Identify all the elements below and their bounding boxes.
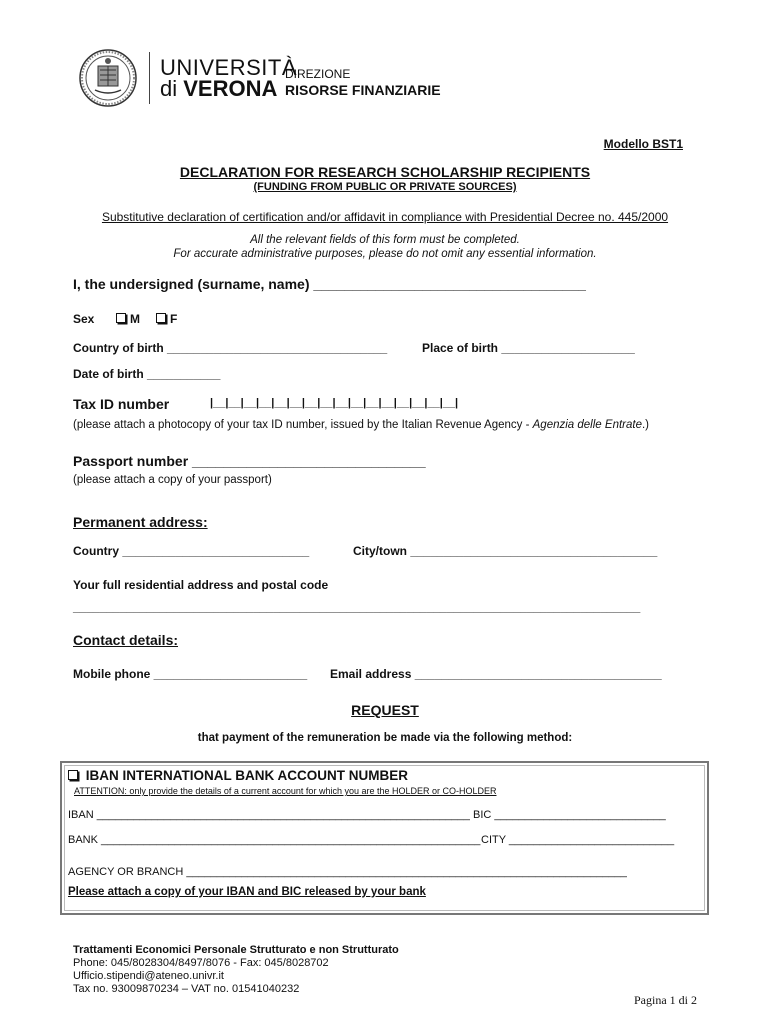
footer-phone: Phone: 045/8028304/8497/8076 - Fax: 045/8028702 — [73, 957, 329, 969]
agency-field[interactable]: AGENCY OR BRANCH ________________________________________________________________________ — [68, 866, 627, 878]
instruction-2: For accurate administrative purposes, please do not omit any essential information. — [173, 248, 597, 260]
university-name-line2: di VERONA — [160, 76, 278, 101]
iban-option[interactable]: IBAN INTERNATIONAL BANK ACCOUNT NUMBER — [68, 768, 408, 783]
header-divider — [149, 52, 150, 104]
sex-label: Sex — [73, 312, 95, 326]
bank-field[interactable]: BANK ______________________________________________________________ — [68, 834, 481, 846]
passport-note: (please attach a copy of your passport) — [73, 474, 272, 486]
request-heading: REQUEST — [351, 702, 419, 718]
direzione-label: DIREZIONE — [285, 67, 351, 81]
checkbox-icon[interactable] — [68, 770, 78, 780]
full-address-label: Your full residential address and postal code — [73, 578, 329, 592]
form-title: DECLARATION FOR RESEARCH SCHOLARSHIP RECIPIENTS — [179, 164, 591, 180]
form-subtitle: (FUNDING FROM PUBLIC OR PRIVATE SOURCES) — [253, 181, 517, 193]
iban-attention: ATTENTION: only provide the details of a current account for which you are the HOLDER or CO-HOLDER — [74, 786, 497, 796]
sex-f-option[interactable]: F — [156, 312, 177, 326]
bank-city-field[interactable]: CITY ___________________________ — [481, 834, 675, 846]
footer-tax: Tax no. 93009870234 – VAT no. 01541040232 — [73, 983, 300, 995]
tax-id-label: Tax ID number — [73, 396, 170, 412]
iban-attach-note: Please attach a copy of your IBAN and BIC released by your bank — [68, 886, 426, 898]
date-of-birth-field[interactable]: Date of birth ___________ — [73, 367, 221, 381]
city-field[interactable]: City/town _____________________________________ — [353, 544, 658, 558]
bic-field[interactable]: BIC ____________________________ — [473, 809, 666, 821]
email-field[interactable]: Email address _____________________________________ — [330, 667, 662, 681]
contact-details-heading: Contact details: — [73, 632, 179, 648]
country-field[interactable]: Country ____________________________ — [73, 544, 310, 558]
tax-id-note: (please attach a photocopy of your tax ID number, issued by the Italian Revenue Agency - Agenzia delle Entrate.) — [73, 419, 650, 431]
undersigned-field[interactable]: I, the undersigned (surname, name) ___________________________________ — [73, 276, 586, 292]
permanent-address-heading: Permanent address: — [73, 514, 208, 530]
instruction-1: All the relevant fields of this form must be completed. — [250, 234, 520, 246]
passport-field[interactable]: Passport number ______________________________ — [73, 453, 426, 469]
checkbox-icon[interactable] — [156, 313, 166, 323]
university-seal-logo — [78, 48, 138, 108]
place-of-birth-field[interactable]: Place of birth ____________________ — [422, 341, 635, 355]
department-name: RISORSE FINANZIARIE — [285, 82, 441, 98]
legal-basis: Substitutive declaration of certification and/or affidavit in compliance with Presidential Decree no. 445/2000 — [101, 210, 669, 224]
tax-id-boxes[interactable]: |__|__|__|__|__|__|__|__|__|__|__|__|__|__|__|__| — [210, 397, 459, 409]
model-code: Modello BST1 — [603, 137, 683, 151]
footer-office: Trattamenti Economici Personale Strutturato e non Strutturato — [73, 944, 399, 956]
footer-email[interactable]: Ufficio.stipendi@ateneo.univr.it — [73, 970, 224, 982]
page-number: Pagina 1 di 2 — [634, 993, 697, 1007]
checkbox-icon[interactable] — [116, 313, 126, 323]
request-text: that payment of the remuneration be made via the following method: — [197, 732, 573, 744]
country-of-birth-field[interactable]: Country of birth _________________________________ — [73, 341, 388, 355]
sex-m-option[interactable]: M — [116, 312, 140, 326]
university-name-line1: UNIVERSITÀ — [160, 55, 298, 80]
iban-field[interactable]: IBAN _____________________________________________________________ — [68, 809, 470, 821]
mobile-phone-field[interactable]: Mobile phone _______________________ — [73, 667, 308, 681]
full-address-field[interactable]: _____________________________________________________________________________________ — [73, 600, 641, 614]
